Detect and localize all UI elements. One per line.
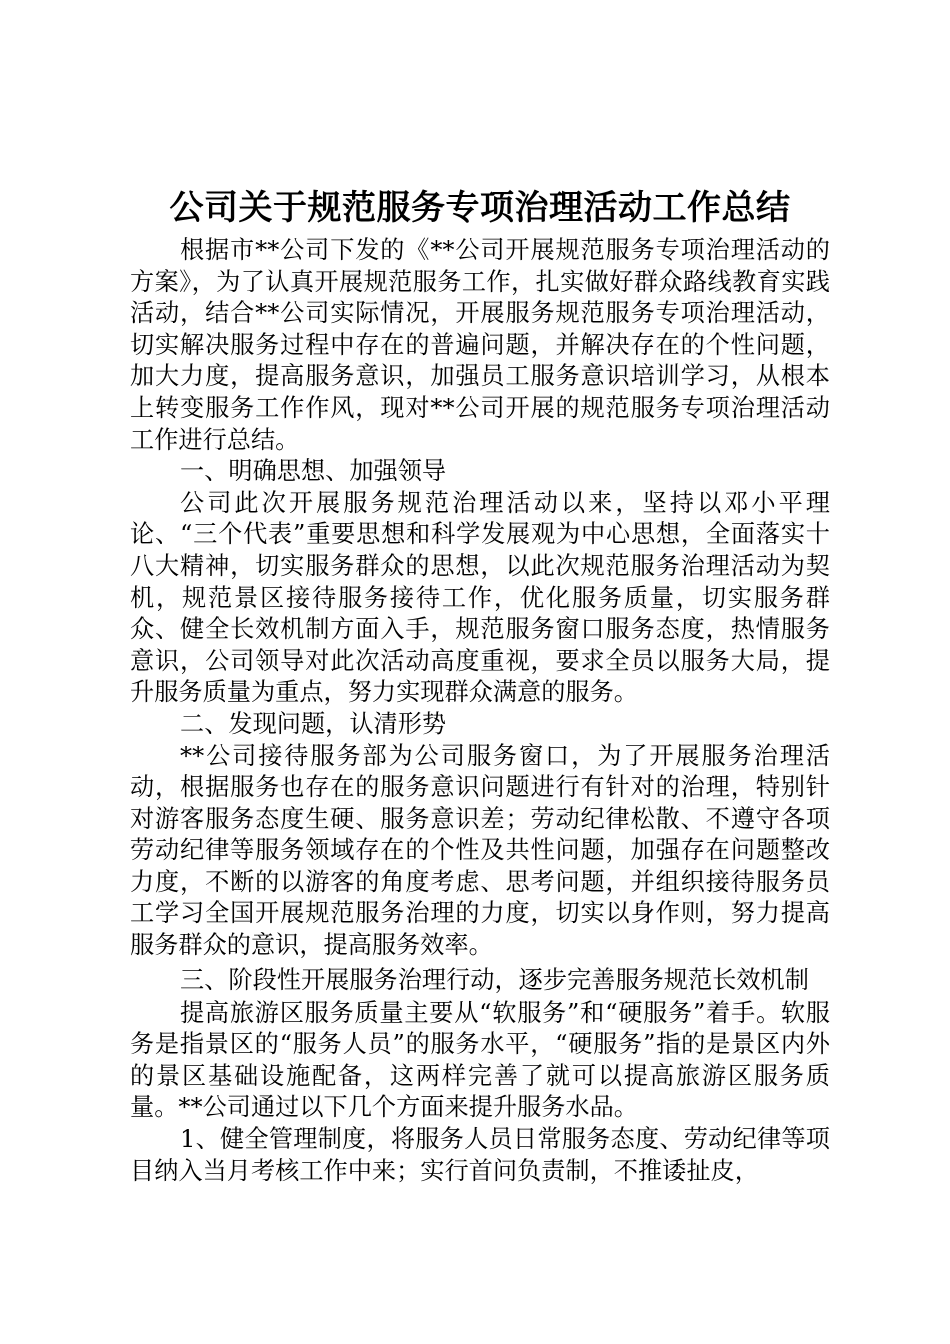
section-heading-1: 一、明确思想、加强领导 (180, 457, 447, 486)
section-heading-3: 三、阶段性开展服务治理行动，逐步完善服务规范长效机制 (180, 965, 809, 994)
paragraph-intro: 根据市**公司下发的《**公司开展规范服务专项治理活动的方案》，为了认真开展规范服务工作，扎实做好群众路线教育实践活动，结合**公司实际情况，开展服务规范服务专项治理活动，切实解决服务过程中存在的普遍问题，并解决存在的个性问题，加大力度，提高服务意识，加强员工服务意识培训学习，从根本上转变服务工作作风，现对**公司开展的规范服务专项治理活动工作进行总结。 (130, 236, 830, 454)
paragraph-section-2: **公司接待服务部为公司服务窗口，为了开展服务治理活动，根据服务也存在的服务意识问题进行有针对的治理，特别针对游客服务态度生硬、服务意识差；劳动纪律松散、不遵守各项劳动纪律等服务领域存在的个性及共性问题，加强存在问题整改力度，不断的以游客的角度考虑、思考问题，并组织接待服务员工学习全国开展规范服务治理的力度，切实以身作则，努力提高服务群众的意识，提高服务效率。 (130, 741, 830, 960)
section-heading-2: 二、发现问题，认清形势 (180, 709, 447, 738)
document-page (130, 185, 830, 1187)
paragraph-section-3: 提高旅游区服务质量主要从“软服务”和“硬服务”着手。软服务是指景区的“服务人员”的服务水平，“硬服务”指的是景区内外的景区基础设施配备，这两样完善了就可以提高旅游区服务质量。**公司通过以下几个方面来提升服务水品。 (130, 998, 830, 1122)
paragraph-item-1: 1、健全管理制度，将服务人员日常服务态度、劳动纪律等项目纳入当月考核工作中来；实行首问负责制，不推诿扯皮， (130, 1125, 830, 1185)
document-title: 公司关于规范服务专项治理活动工作总结 (169, 188, 791, 228)
paragraph-section-1: 公司此次开展服务规范治理活动以来，坚持以邓小平理论、“三个代表”重要思想和科学发展观为中心思想，全面落实十八大精神，切实服务群众的思想，以此次规范服务治理活动为契机，规范景区接待服务接待工作，优化服务质量，切实服务群众、健全长效机制方面入手，规范服务窗口服务态度，热情服务意识，公司领导对此次活动高度重视，要求全员以服务大局，提升服务质量为重点，努力实现群众满意的服务。 (130, 488, 830, 707)
